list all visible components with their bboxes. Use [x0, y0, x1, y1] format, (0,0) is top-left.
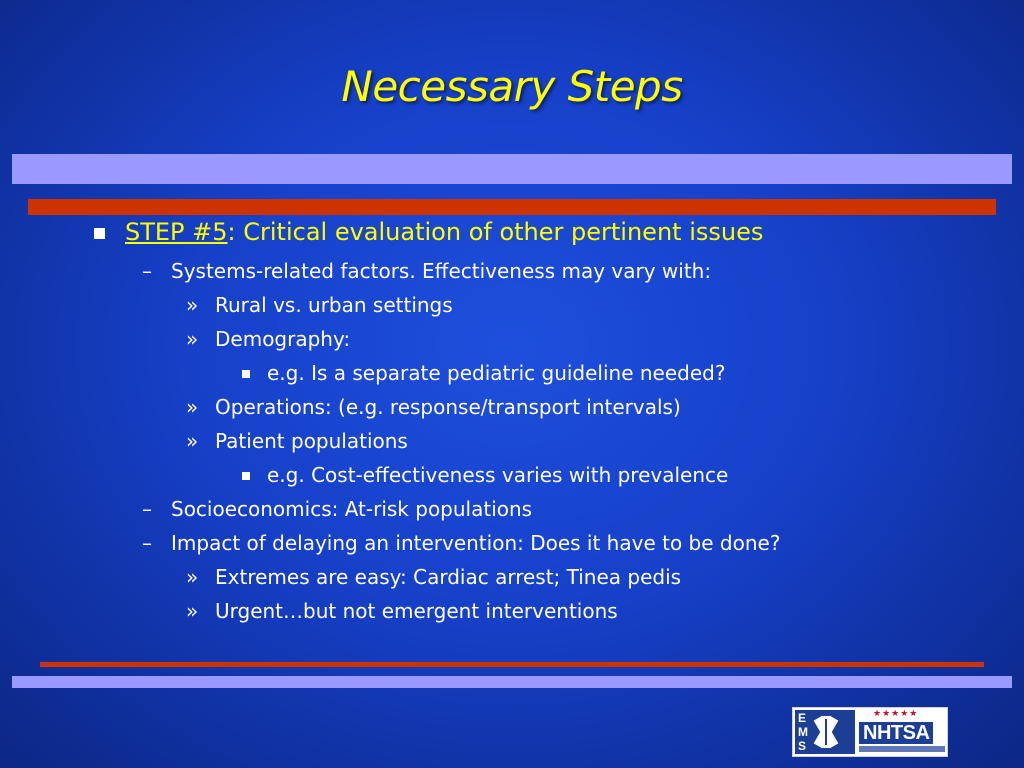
ems-letter: S: [798, 739, 807, 753]
chevron-bullet-icon: »: [186, 565, 199, 589]
list-item-text: Urgent…but not emergent interventions: [215, 599, 618, 623]
step-link[interactable]: STEP #5: [125, 218, 228, 246]
ems-letter: M: [798, 725, 808, 739]
list-item-text: Socioeconomics: At-risk populations: [171, 497, 533, 521]
square-bullet-icon: [242, 370, 250, 378]
ems-star-of-life-icon: [795, 710, 855, 754]
step-description: : Critical evaluation of other pertinent issues: [227, 218, 764, 246]
list-item-text: Extremes are easy: Cardiac arrest; Tinea pedis: [215, 565, 682, 589]
chevron-bullet-icon: »: [186, 599, 199, 623]
top-accent-band: [12, 154, 1012, 184]
list-item-text: Patient populations: [215, 429, 408, 453]
top-red-bar: [28, 199, 996, 215]
dash-bullet-icon: –: [142, 259, 152, 283]
list-item: [142, 531, 781, 555]
list-item-text: e.g. Is a separate pediatric guideline needed?: [267, 361, 726, 385]
list-item: [142, 259, 712, 283]
list-item: [186, 293, 453, 317]
list-item-text: Systems-related factors. Effectiveness may vary with:: [171, 259, 712, 283]
logo-subtitle-strip: [859, 746, 945, 752]
ems-nhtsa-logo: [792, 707, 948, 757]
chevron-bullet-icon: »: [186, 429, 199, 453]
bottom-red-bar: [40, 662, 984, 667]
chevron-bullet-icon: »: [186, 395, 199, 419]
ems-letter: E: [798, 711, 807, 725]
list-item-text: Operations: (e.g. response/transport intervals): [215, 395, 681, 419]
square-bullet-icon: [242, 472, 250, 480]
list-item: [186, 565, 682, 589]
dash-bullet-icon: –: [142, 531, 152, 555]
list-item-text: Demography:: [215, 327, 351, 351]
list-item: [186, 395, 681, 419]
list-item: [186, 327, 351, 351]
chevron-bullet-icon: »: [186, 327, 199, 351]
dash-bullet-icon: –: [142, 497, 152, 521]
list-item-text: Impact of delaying an intervention: Does it have to be done?: [171, 531, 781, 555]
nhtsa-wordmark: NHTSA: [859, 722, 933, 744]
logo-stars: ★★★★★: [873, 709, 919, 719]
slide-title: Necessary Steps: [341, 62, 683, 111]
chevron-bullet-icon: »: [186, 293, 199, 317]
list-item: [186, 599, 618, 623]
list-item-text: Rural vs. urban settings: [215, 293, 453, 317]
bottom-accent-band: [12, 676, 1012, 688]
list-item: [142, 497, 533, 521]
square-bullet-icon: [94, 228, 105, 239]
list-item: [186, 429, 408, 453]
list-item-text: e.g. Cost-effectiveness varies with prevalence: [267, 463, 729, 487]
